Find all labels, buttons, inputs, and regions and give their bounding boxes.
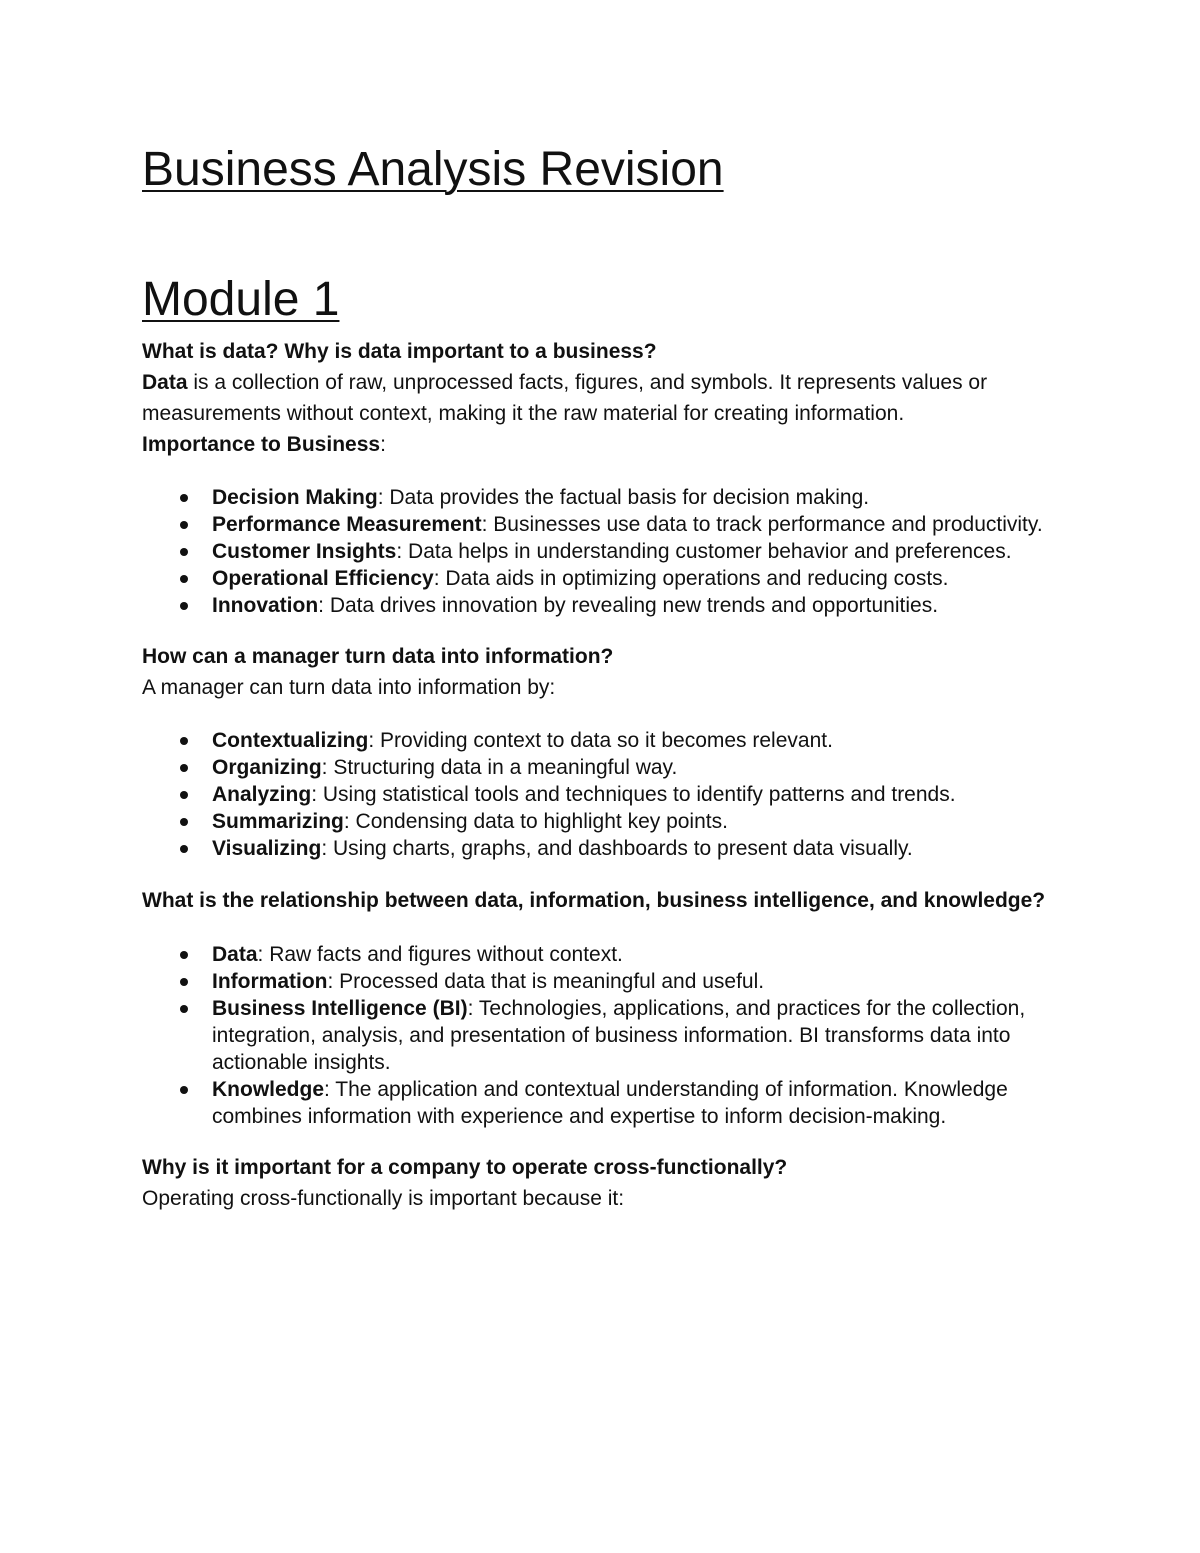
list-item bbox=[142, 484, 1062, 511]
list-item-term: Analyzing bbox=[212, 783, 312, 806]
bullet-dot bbox=[180, 1005, 188, 1013]
bullet-dot bbox=[180, 1086, 188, 1094]
list-item-text: : Raw facts and figures without context. bbox=[257, 943, 623, 966]
importance-colon: : bbox=[380, 433, 386, 456]
list-item bbox=[142, 781, 1062, 808]
list-item bbox=[142, 995, 1062, 1076]
list-item-term: Data bbox=[212, 943, 258, 966]
question-what-is-data: What is data? Why is data important to a business? bbox=[142, 340, 657, 363]
importance-label: Importance to Business bbox=[142, 433, 381, 456]
list-item-text: : Data aids in optimizing operations and reducing costs. bbox=[433, 567, 949, 590]
list-item-text: : Using statistical tools and techniques to identify patterns and trends. bbox=[311, 783, 956, 806]
list-item-text: : Providing context to data so it becomes relevant. bbox=[368, 729, 833, 752]
bullet-dot bbox=[180, 818, 188, 826]
document-body bbox=[142, 336, 1062, 1214]
list-item-term: Knowledge bbox=[212, 1078, 325, 1101]
cross-functional-intro: Operating cross-functionally is important because it: bbox=[142, 1187, 625, 1210]
question-cross-functional: Why is it important for a company to operate cross-functionally? bbox=[142, 1156, 788, 1179]
document-title: Business Analysis Revision bbox=[142, 143, 724, 196]
list-item-term: Organizing bbox=[212, 756, 322, 779]
manager-steps-list bbox=[142, 727, 1062, 862]
bullet-dot bbox=[180, 764, 188, 772]
relationship-list bbox=[142, 941, 1062, 1130]
list-item-text: : Businesses use data to track performance and productivity. bbox=[481, 513, 1043, 536]
list-item-term: Performance Measurement bbox=[212, 513, 482, 536]
list-item bbox=[142, 754, 1062, 781]
list-item bbox=[142, 727, 1062, 754]
bullet-dot bbox=[180, 494, 188, 502]
list-item-term: Visualizing bbox=[212, 837, 322, 860]
list-item bbox=[142, 941, 1062, 968]
list-item-term: Business Intelligence (BI) bbox=[212, 997, 468, 1020]
list-item-text: : Structuring data in a meaningful way. bbox=[321, 756, 678, 779]
list-item-term: Information bbox=[212, 970, 328, 993]
list-item-term: Customer Insights bbox=[212, 540, 397, 563]
list-item bbox=[142, 592, 1062, 619]
list-item-text: : Using charts, graphs, and dashboards to present data visually. bbox=[321, 837, 913, 860]
list-item-text: : Processed data that is meaningful and useful. bbox=[327, 970, 765, 993]
list-item bbox=[142, 968, 1062, 995]
module-heading: Module 1 bbox=[142, 273, 340, 326]
list-item bbox=[142, 1076, 1062, 1130]
list-item-text: : The application and contextual understanding of information. Knowledge combines information with experience and expertise to inform decision-making. bbox=[212, 1078, 1008, 1128]
bullet-dot bbox=[180, 791, 188, 799]
list-item bbox=[142, 511, 1062, 538]
bullet-dot bbox=[180, 978, 188, 986]
list-item-term: Summarizing bbox=[212, 810, 344, 833]
question-manager-data-to-information: How can a manager turn data into information? bbox=[142, 645, 614, 668]
importance-list bbox=[142, 484, 1062, 619]
list-item-term: Operational Efficiency bbox=[212, 567, 434, 590]
data-definition-text: is a collection of raw, unprocessed facts, figures, and symbols. It represents values or measurements without context, making it the raw material for creating information. bbox=[142, 371, 988, 425]
list-item bbox=[142, 565, 1062, 592]
list-item-term: Innovation bbox=[212, 594, 319, 617]
question-data-information-relationship: What is the relationship between data, information, business intelligence, and knowledge? bbox=[142, 889, 1046, 912]
list-item-text: : Data drives innovation by revealing new trends and opportunities. bbox=[318, 594, 939, 617]
importance-heading bbox=[142, 429, 1062, 460]
list-item-text: : Data provides the factual basis for decision making. bbox=[377, 486, 870, 509]
bullet-dot bbox=[180, 737, 188, 745]
list-item-text: : Data helps in understanding customer behavior and preferences. bbox=[396, 540, 1012, 563]
bullet-dot bbox=[180, 845, 188, 853]
list-item-term: Contextualizing bbox=[212, 729, 369, 752]
data-definition bbox=[142, 367, 1062, 429]
list-item bbox=[142, 835, 1062, 862]
manager-intro: A manager can turn data into information by: bbox=[142, 676, 556, 699]
list-item bbox=[142, 538, 1062, 565]
bullet-dot bbox=[180, 951, 188, 959]
list-item-text: : Technologies, applications, and practices for the collection, integration, analysis, and presentation of business information. BI transforms data into actionable insights. bbox=[212, 997, 1026, 1074]
bullet-dot bbox=[180, 521, 188, 529]
bullet-dot bbox=[180, 575, 188, 583]
list-item-term: Decision Making bbox=[212, 486, 378, 509]
bullet-dot bbox=[180, 548, 188, 556]
bullet-dot bbox=[180, 602, 188, 610]
data-term: Data bbox=[142, 371, 188, 394]
list-item bbox=[142, 808, 1062, 835]
list-item-text: : Condensing data to highlight key points. bbox=[343, 810, 728, 833]
